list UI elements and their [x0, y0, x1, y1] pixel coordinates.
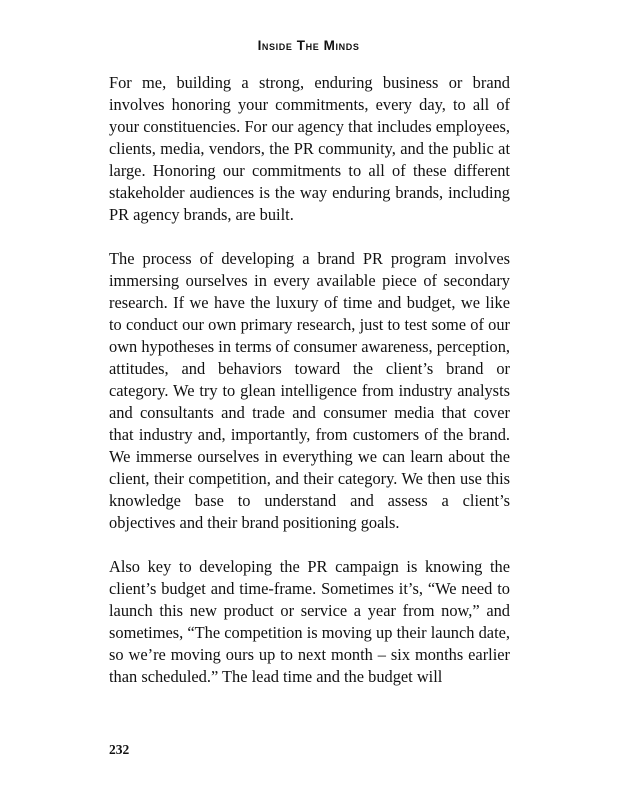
page-number: 232 [109, 742, 130, 757]
paragraph-3: Also key to developing the PR campaign is knowing the client’s budget and time-frame. Sometimes it’s, “We need to launch this new product or service a year from now,” and sometimes, “The competition is moving up their launch date, so we’re moving ours up to next month – six months earlier than scheduled.” The lead time and the budget will [109, 557, 510, 686]
paragraph-1: For me, building a strong, enduring business or brand involves honoring your commitments, every day, to all of your constituencies. For our agency that includes employees, clients, media, vendors, the PR community, and the public at large. Honoring our commitments to all of these different stakeholder audiences is the way enduring brands, including PR agency brands, are built. [109, 73, 510, 224]
body-text [109, 72, 510, 688]
paragraph-2: The process of developing a brand PR program involves immersing ourselves in every available piece of secondary research. If we have the luxury of time and budget, we like to conduct our own primary research, just to test some of our own hypotheses in terms of consumer awareness, perception, attitudes, and behaviors toward the client’s brand or category. We try to glean intelligence from industry analysts and consultants and trade and consumer media that cover that industry and, importantly, from customers of the brand. We immerse ourselves in everything we can learn about the client, their competition, and their category. We then use this knowledge base to understand and assess a client’s objectives and their brand positioning goals. [109, 249, 511, 532]
running-header: Inside The Minds [257, 38, 360, 53]
